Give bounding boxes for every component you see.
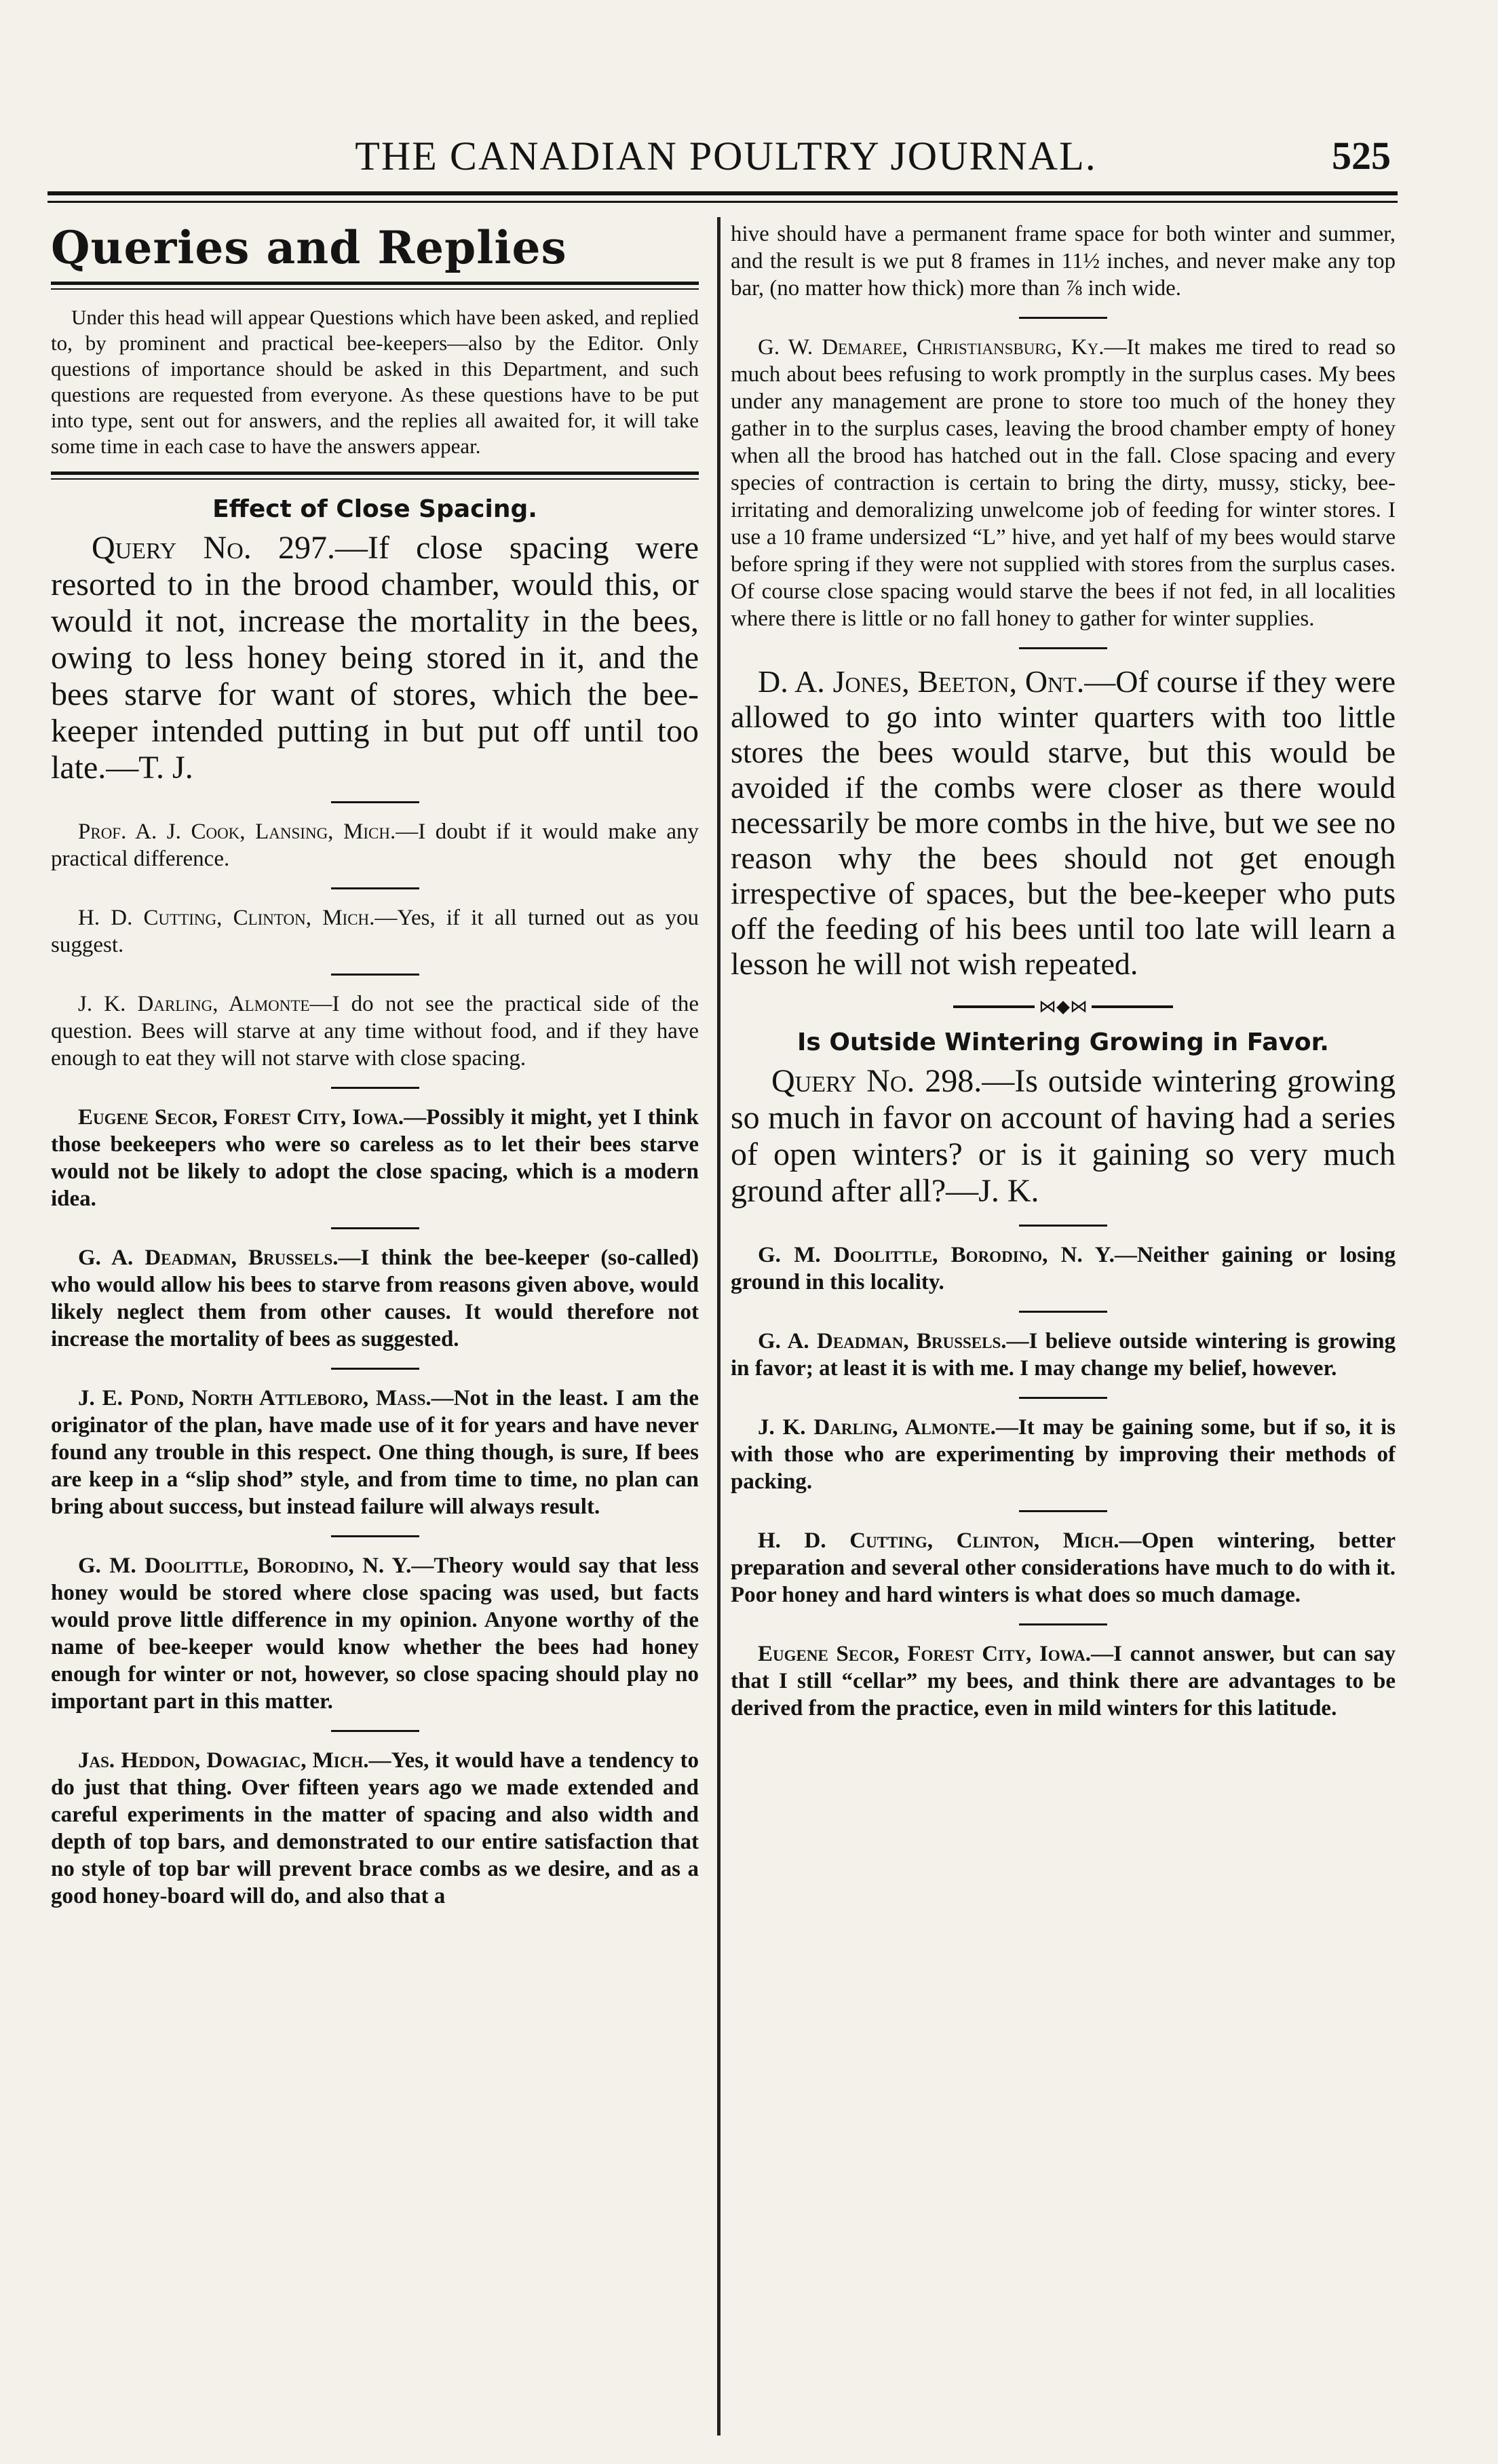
reply-text: —I think the bee-keeper (so-called) who would allow his bees to starve from reasons given above, would likely neglect them from other causes. It would therefore not increase the mortality of bees as suggested. <box>51 1246 699 1351</box>
continued-reply: hive should have a permanent frame space for both winter and summer, and the result is we put 8 frames in 11½ inches, and never make any top bar, (no matter how thick) more than ⅞ inch wide. <box>731 222 1396 301</box>
reply-item <box>731 334 1396 632</box>
reply-item <box>51 1104 699 1212</box>
reply-separator <box>1019 317 1107 319</box>
right-column <box>731 220 1396 1722</box>
reply-text: —I doubt if it would make any practical difference. <box>51 820 699 871</box>
reply-item <box>51 904 699 959</box>
query-text: —Is outside wintering growing so much in favor on account of having had a series of open winters? or is it gaining so very much ground after all?—J. K. <box>731 1063 1396 1209</box>
reply-separator <box>1019 1397 1107 1399</box>
reply-text: —Neither gaining or losing ground in this locality. <box>731 1243 1396 1294</box>
reply-author: J. E. Pond, North Attleboro, Mass. <box>78 1386 431 1410</box>
reply-text: —Of course if they were allowed to go into winter quarters with too little stores the bees would starve, but this would be avoided if the combs were closer as there would necessarily be more combs in the hive, but we see no reason why the bees should not get enough irrespective of spaces, but the bee-keeper who puts off the feeding of his bees until too late will learn a lesson he will not wish repeated. <box>731 664 1396 981</box>
reply-author: Jas. Heddon, Dowagiac, Mich. <box>78 1748 369 1773</box>
reply-text: —Theory would say that less honey would be stored where close spacing was used, but facts would prove little difference in my opinion. Anyone worthy of the name of bee-keeper would know whether the bees had honey enough for winter or not, however, so close spacing should play no important part in this matter. <box>51 1554 699 1714</box>
reply-author: Eugene Secor, Forest City, Iowa. <box>78 1105 404 1130</box>
reply-separator <box>331 1535 419 1537</box>
left-column <box>51 220 699 1910</box>
reply-author: Eugene Secor, Forest City, Iowa. <box>758 1642 1091 1666</box>
reply-item <box>731 1414 1396 1495</box>
reply-item <box>731 1328 1396 1382</box>
reply-author: Prof. A. J. Cook, Lansing, Mich. <box>78 820 396 844</box>
reply-author: G. W. Demaree, Christiansburg, Ky. <box>758 335 1105 360</box>
reply-text: —I do not see the practical side of the question. Bees will starve at any time without food, and if they have enough to eat they will not starve with close spacing. <box>51 992 699 1071</box>
reply-separator <box>331 1227 419 1229</box>
reply-text: —Open wintering, better preparation and several other considerations have much to do with it. Poor honey and hard winters is what does so much damage. <box>731 1528 1396 1607</box>
reply-item <box>51 1385 699 1520</box>
reply-separator <box>331 801 419 803</box>
article-title-outside-wintering: Is Outside Wintering Growing in Favor. <box>797 1028 1329 1056</box>
reply-text: —Yes, if it all turned out as you suggest. <box>51 906 699 957</box>
reply-author: D. A. Jones, Beeton, Ont. <box>758 664 1085 699</box>
reply-author: G. A. Deadman, Brussels. <box>78 1246 339 1270</box>
query-label: Query No. 298. <box>771 1063 982 1099</box>
reply-item <box>731 1527 1396 1609</box>
reply-item <box>731 1640 1396 1722</box>
reply-text: —Possibly it might, yet I think those beekeepers who were so careless as to let their bees starve would not be likely to adopt the close spacing, which is a modern idea. <box>51 1105 699 1211</box>
reply-author: H. D. Cutting, Clinton, Mich. <box>758 1528 1119 1553</box>
reply-text: —I believe outside wintering is growing in favor; at least it is with me. I may change my belief, however. <box>731 1329 1396 1381</box>
reply-author: J. K. Darling, Almonte. <box>758 1415 996 1440</box>
reply-author: J. K. Darling, Almonte <box>78 992 310 1016</box>
reply-item <box>51 1552 699 1715</box>
reply-item <box>51 818 699 872</box>
intro-rule <box>51 471 699 480</box>
reply-text: —I cannot answer, but can say that I still “cellar” my bees, and think there are advantages to be derived from the practice, even in mild winters for this latitude. <box>731 1642 1396 1720</box>
reply-separator <box>1019 1623 1107 1625</box>
page-number: 525 <box>1332 134 1391 178</box>
reply-separator <box>331 1087 419 1089</box>
reply-item <box>51 1747 699 1910</box>
ornament-divider <box>731 997 1396 1017</box>
query-text: —If close spacing were resorted to in the brood chamber, would this, or would it not, increase the mortality in the bees, owing to less honey being stored in it, and the bees starve for want of stores, which the bee-keeper intended putting in but put off until too late.—T. J. <box>51 530 699 786</box>
reply-text: —It may be gaining some, but if so, it is with those who are experimenting by improving their methods of packing. <box>731 1415 1396 1494</box>
reply-separator <box>331 974 419 976</box>
reply-text: —Not in the least. I am the originator of the plan, have made use of it for years and have never found any trouble in this respect. One thing though, is sure, If bees are keep in a “slip shod” style, and from time to time, no plan can bring about success, but instead failure will always result. <box>51 1386 699 1519</box>
section-intro: Under this head will appear Questions which have been asked, and replied to, by prominent and practical bee-keepers—also by the Editor. Only questions of importance should be asked in this Department, and such questions are requested from everyone. As these questions have to be put into type, sent out for answers, and the replies all awaited for, it will take some time in each case to have the answers appear. <box>51 305 699 458</box>
header-rule-thick <box>47 191 1398 195</box>
reply-item <box>731 1241 1396 1296</box>
reply-item <box>731 664 1396 982</box>
reply-separator <box>1019 1225 1107 1227</box>
query-298 <box>731 1063 1396 1210</box>
journal-title: THE CANADIAN POULTRY JOURNAL. <box>355 134 1097 178</box>
reply-author: H. D. Cutting, Clinton, Mich. <box>78 906 375 930</box>
column-divider <box>717 217 721 2436</box>
reply-separator <box>1019 647 1107 649</box>
running-head <box>61 129 1391 183</box>
ornament-line <box>953 1005 1035 1008</box>
article-title-close-spacing: Effect of Close Spacing. <box>212 495 537 523</box>
reply-separator <box>331 1368 419 1370</box>
query-label: Query No. 297. <box>92 530 335 566</box>
reply-separator <box>331 1730 419 1732</box>
reply-separator <box>1019 1311 1107 1313</box>
reply-author: G. M. Doolittle, Borodino, N. Y. <box>758 1243 1115 1267</box>
ornament-icon: ⋈◆⋈ <box>1039 997 1088 1017</box>
reply-text: —Yes, it would have a tendency to do just that thing. Over fifteen years ago we made extended and careful experiments in the matter of spacing and also width and depth of top bars, and demonstrated to our entire satisfaction that no style of top bar will prevent brace combs as we desire, and as a good honey-board will do, and also that a <box>51 1748 699 1908</box>
reply-separator <box>331 887 419 889</box>
query-297 <box>51 530 699 786</box>
reply-item <box>51 990 699 1072</box>
reply-author: G. M. Doolittle, Borodino, N. Y. <box>78 1554 412 1578</box>
header-rule-thin <box>47 201 1398 203</box>
reply-item <box>51 1244 699 1353</box>
reply-text: —It makes me tired to read so much about bees refusing to work promptly in the surplus cases. My bees under any management are prone to store too much of the honey they gather in to the surplus cases, leaving the brood chamber empty of honey when all the brood has hatched out in the fall. Close spacing and every species of contraction is certain to bring the dirty, mussy, sticky, bee-irritating and demoralizing unwelcome job of feeding for winter stores. I use a 10 frame undersized “L” hive, and yet half of my bees would starve before spring if they were not supplied with stores from the surplus cases. Of course close spacing would starve the bees if not fed, in all localities where there is little or no fall honey to gather for winter supplies. <box>731 335 1396 631</box>
section-title: Queries and Replies <box>51 221 567 274</box>
reply-separator <box>1019 1510 1107 1512</box>
reply-author: G. A. Deadman, Brussels. <box>758 1329 1007 1353</box>
section-rule <box>51 282 699 290</box>
ornament-line <box>1092 1005 1173 1008</box>
